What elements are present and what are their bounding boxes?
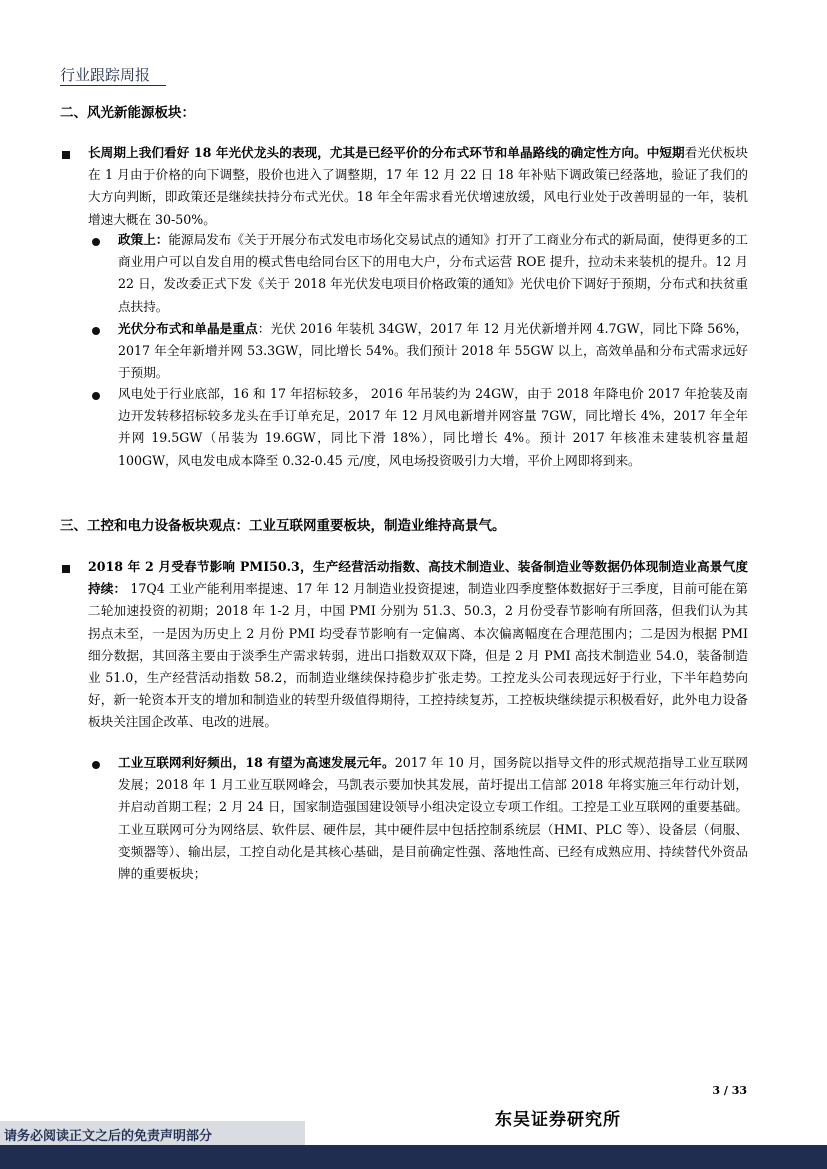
round-bullet-icon [92, 238, 100, 246]
report-header-title: 行业跟踪周报 [60, 66, 151, 84]
bullet-text: 能源局发布《关于开展分布式发电市场化交易试点的通知》打开了工商业分布式的新局面，使得更多的工商业用户可以自发自用的模式售电给同台区下的用电大户，分布式运营 ROE 提升，拉动未来装机的提升。12 月 22 日，发改委正式下发《关于 2018 年光伏发电项目价格政策的通知》光伏电价下调好于预期，分布式和扶贫重点扶持。 [118, 232, 749, 314]
round-bullet-icon [92, 761, 100, 769]
section-2-bullet-policy [118, 229, 748, 318]
section-2-bullet-wind [118, 383, 748, 472]
section-2-main-text: 看光伏板块在 1 月由于价格的向下调整，股价也进入了调整期，17 年 12 月 22 日 18 年补贴下调政策已经落地，验证了我们的大方向判断，即政策还是继续扶持分布式光伏。18 年全年需求看光伏增速放缓，风电行业处于改善明显的一年，装机增速大概在 30-50%。 [88, 145, 749, 227]
round-bullet-icon [92, 392, 100, 400]
square-bullet-icon [62, 151, 70, 159]
bullet-text: ：光伏 2016 年装机 34GW，2017 年 12 月光伏新增并网 4.7GW，同比下降 56%，2017 年全年新增并网 53.3GW，同比增长 54%。我们预计 2018 年 55GW 以上，高效单晶和分布式需求远好于预期。 [118, 321, 748, 381]
bullet-lead: 政策上： [118, 232, 169, 247]
bullet-text: 风电处于行业底部，16 和 17 年招标较多， 2016 年吊装约为 24GW，由于 2018 年降电价 2017 年抢装及南边开发转移招标较多龙头在手订单充足，2017 年 12 月风电新增并网容量 7GW，同比增长 4%，2017 年全年并网 19.5GW（吊装为 19.6GW，同比下滑 18%），同比增长 4%。预计 2017 年核准未建装机容量超 100GW，风电发电成本降至 0.32-0.45 元/度，风电场投资吸引力大增，平价上网即将到来。 [118, 386, 748, 468]
section-3-main-text: 17Q4 工业产能利用率提速、17 年 12 月制造业投资提速，制造业四季度整体数据好于三季度，目前可能在第二轮加速投资的初期；2018 年 1-2 月，中国 PMI 分别为 51.3、50.3，2 月份受春节影响有所回落，但我们认为其拐点未至，一是因为历史上 2 月份 PMI 均受春节影响有一定偏离、本次偏离幅度在合理范围内；二是因为根据 PMI 细分数据，其回落主要由于淡季生产需求转弱，进出口指数双双下降，但是 2 月 PMI 高技术制造业 54.0，装备制造业 51.0，生产经营活动指数 58.2，而制造业继续保持稳步扩张走势。工控龙头公司表现远好于行业，下半年趋势向好，新一轮资本开支的增加和制造业的转型升级值得期待，工控持续复苏，工控板块继续提示积极看好，此外电力设备板块关注国企改革、电改的进展。 [88, 581, 748, 730]
section-2-main-lead: 长周期上我们看好 18 年光伏龙头的表现，尤其是已经平价的分布式环节和单晶路线的确定性方向。中短期 [88, 145, 685, 160]
disclaimer-text: 请务必阅读正文之后的免责声明部分 [4, 1129, 213, 1144]
section-2-main-paragraph [88, 142, 748, 231]
round-bullet-icon [92, 327, 100, 335]
section-2-title: 二、风光新能源板块： [60, 105, 195, 121]
header-underline [60, 85, 166, 86]
section-2-bullet-solar [118, 318, 748, 385]
brand-name: 东吴证券研究所 [495, 1110, 621, 1130]
section-3-title: 三、工控和电力设备板块观点：工业互联网重要板块，制造业维持高景气。 [60, 518, 506, 534]
page-number: 3 / 33 [712, 1084, 747, 1097]
bullet-text: 2017 年 10 月，国务院以指导文件的形式规范指导工业互联网发展；2018 年 1 月工业互联网峰会，马凯表示要加快其发展，苗圩提出工信部 2018 年将实施三年行动计划，并启动首期工程；2 月 24 日，国家制造强国建设领导小组决定设立专项工作组。工控是工业互联网的重要基础。工业互联网可分为网络层、软件层、硬件层，其中硬件层中包括控制系统层（HMI、PLC 等）、设备层（伺服、变频器等）、输出层，工控自动化是其核心基础，是目前确定性强、落地性高、已经有成熟应用、持续替代外资品牌的重要板块； [118, 755, 748, 882]
footer-bar [0, 1145, 827, 1169]
bullet-lead: 光伏分布式和单晶是重点 [118, 321, 258, 336]
section-3-main-paragraph [88, 556, 748, 734]
bullet-lead: 工业互联网利好频出，18 有望为高速发展元年。 [118, 755, 395, 770]
section-3-main-lead: 2018 年 2 月受春节影响 PMI50.3，生产经营活动指数、高技术制造业、装备制造业等数据仍体现制造业高景气度持续： [88, 559, 748, 597]
section-3-bullet-iiot [118, 752, 748, 885]
square-bullet-icon [62, 565, 70, 573]
